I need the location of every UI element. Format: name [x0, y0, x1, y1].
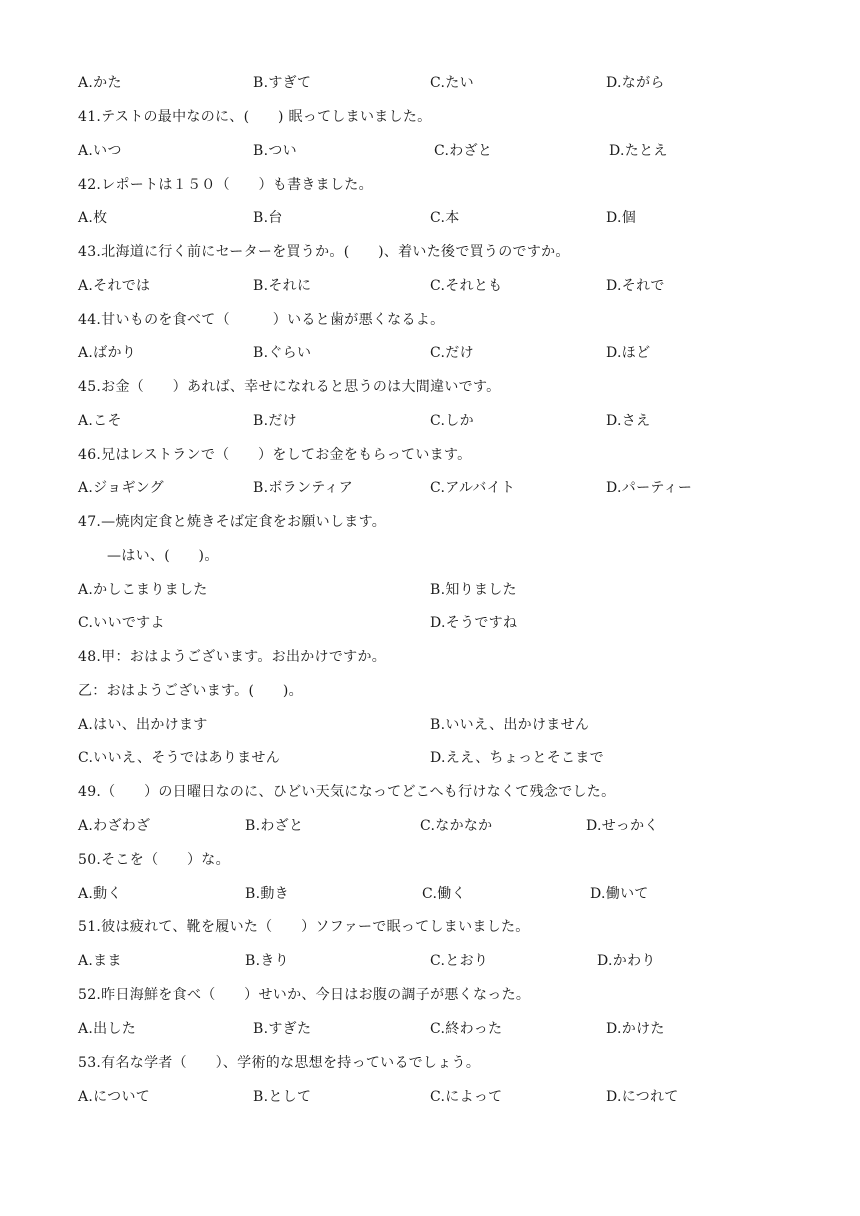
question-text: 47.—焼肉定食と焼きそば定食をお願いします。	[78, 514, 387, 530]
answer-option: B.すぎて	[253, 75, 312, 91]
answer-option: D.ほど	[606, 345, 651, 361]
question-text: 48.甲：おはようございます。お出かけですか。	[78, 649, 387, 665]
answer-option: B.いいえ、出かけません	[430, 717, 590, 733]
question-text: 乙：おはようございます。( )。	[78, 683, 303, 699]
answer-option: D.それで	[606, 278, 665, 294]
answer-option: C.たい	[430, 75, 474, 91]
answer-option: A.ジョギング	[78, 480, 164, 496]
question-text: 44.甘いものを食べて（ ）いると歯が悪くなるよ。	[78, 312, 445, 328]
question-text: 53.有名な学者（ ）、学術的な思想を持っているでしょう。	[78, 1055, 481, 1071]
answer-option: B.ボランティア	[253, 480, 354, 496]
answer-option: D.たとえ	[609, 143, 668, 159]
question-text: 45.お金（ ）あれば、幸せになれると思うのは大間違いです。	[78, 379, 501, 395]
answer-option: C.だけ	[430, 345, 474, 361]
question-text: 50.そこを（ ）な。	[78, 852, 230, 868]
answer-option: A.について	[78, 1089, 151, 1105]
answer-option: A.はい、出かけます	[78, 717, 208, 733]
answer-option: D.につれて	[606, 1089, 679, 1105]
answer-option: A.かた	[78, 75, 122, 91]
answer-option: B.だけ	[253, 413, 297, 429]
answer-option: C.本	[430, 210, 460, 226]
answer-option: C.いいですよ	[78, 615, 165, 631]
answer-option: A.こそ	[78, 413, 122, 429]
answer-option: C.それとも	[430, 278, 503, 294]
answer-option: D.さえ	[606, 413, 651, 429]
answer-option: B.知りました	[430, 582, 517, 598]
question-text: 49.（ ）の日曜日なのに、ひどい天気になってどこへも行けなくて残念でした。	[78, 784, 616, 800]
answer-option: A.いつ	[78, 143, 122, 159]
answer-option: C.とおり	[430, 953, 489, 969]
answer-option: D.かけた	[606, 1021, 665, 1037]
answer-option: C.なかなか	[420, 818, 493, 834]
question-text: 52.昨日海鮮を食べ（ ）せいか、今日はお腹の調子が悪くなった。	[78, 987, 531, 1003]
answer-option: B.ぐらい	[253, 345, 312, 361]
answer-option: A.わざわざ	[78, 818, 151, 834]
question-text: 42.レポートは１５０（ ）も書きました。	[78, 177, 373, 193]
answer-option: D.ながら	[606, 75, 665, 91]
answer-option: B.きり	[245, 953, 289, 969]
answer-option: C.働く	[422, 886, 466, 902]
answer-option: B.として	[253, 1089, 312, 1105]
answer-option: D.そうですね	[430, 615, 518, 631]
answer-option: D.働いて	[590, 886, 649, 902]
answer-option: A.それでは	[78, 278, 151, 294]
question-text: 51.彼は疲れて、靴を履いた（ ）ソファーで眠ってしまいました。	[78, 919, 530, 935]
answer-option: B.台	[253, 210, 283, 226]
answer-option: C.いいえ、そうではありません	[78, 750, 281, 766]
question-text: —はい、( )。	[107, 548, 219, 564]
answer-option: B.それに	[253, 278, 312, 294]
answer-option: B.すぎた	[253, 1021, 312, 1037]
answer-option: D.ええ、ちょっとそこまで	[430, 750, 604, 766]
answer-option: C.によって	[430, 1089, 503, 1105]
answer-option: C.しか	[430, 413, 474, 429]
question-text: 41.テストの最中なのに、( ) 眠ってしまいました。	[78, 109, 432, 125]
answer-option: A.出した	[78, 1021, 137, 1037]
answer-option: A.枚	[78, 210, 108, 226]
answer-option: B.動き	[245, 886, 289, 902]
answer-option: C.わざと	[434, 143, 493, 159]
answer-option: D.せっかく	[586, 818, 659, 834]
answer-option: C.アルバイト	[430, 480, 516, 496]
answer-option: C.終わった	[430, 1021, 503, 1037]
answer-option: B.つい	[253, 143, 297, 159]
question-text: 43.北海道に行く前にセーターを買うか。( )、着いた後で買うのですか。	[78, 244, 570, 260]
answer-option: A.ばかり	[78, 345, 137, 361]
answer-option: D.かわり	[597, 953, 656, 969]
answer-option: B.わざと	[245, 818, 304, 834]
answer-option: D.パーティー	[606, 480, 693, 496]
answer-option: D.個	[606, 210, 637, 226]
answer-option: A.動く	[78, 886, 122, 902]
answer-option: A.かしこまりました	[78, 582, 208, 598]
answer-option: A.まま	[78, 953, 122, 969]
question-text: 46.兄はレストランで（ ）をしてお金をもらっています。	[78, 447, 472, 463]
